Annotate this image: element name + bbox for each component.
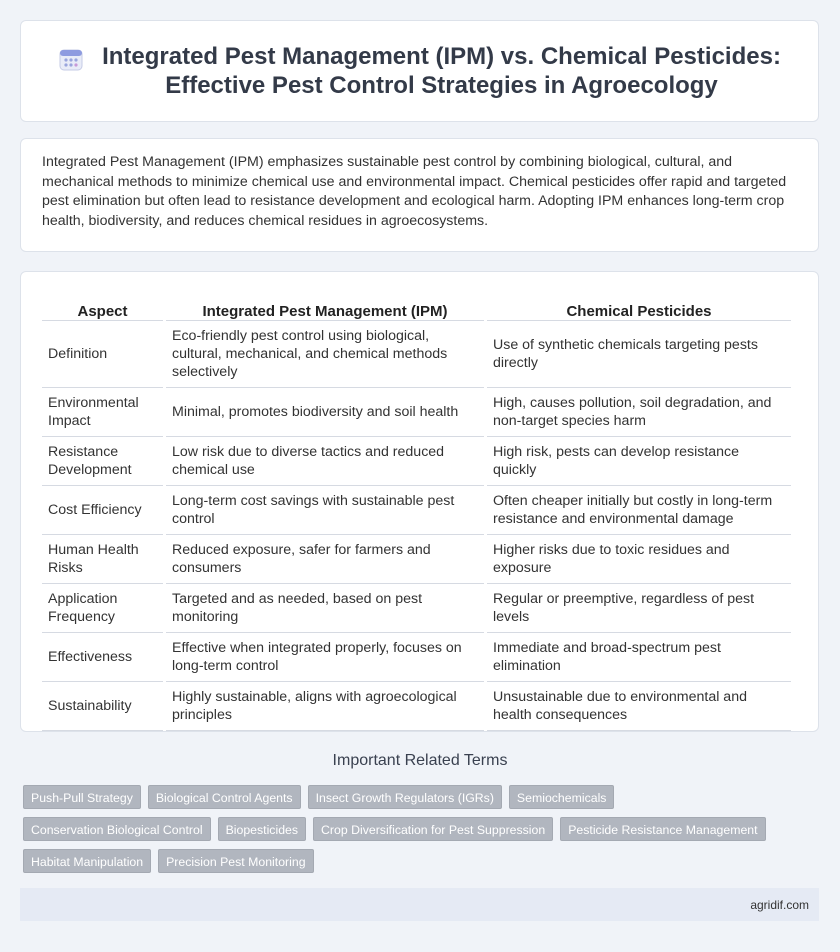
related-term-tag[interactable]: Precision Pest Monitoring bbox=[158, 849, 313, 873]
cell-aspect: Sustainability bbox=[42, 682, 163, 731]
related-terms-list bbox=[23, 785, 813, 881]
table-row bbox=[42, 486, 791, 535]
cell-aspect: Environmental Impact bbox=[42, 388, 163, 437]
cell-chemical: Higher risks due to toxic residues and exposure bbox=[487, 535, 791, 584]
related-term-tag[interactable]: Conservation Biological Control bbox=[23, 817, 211, 841]
related-term-tag[interactable]: Habitat Manipulation bbox=[23, 849, 151, 873]
cell-chemical: Use of synthetic chemicals targeting pests directly bbox=[487, 321, 791, 388]
header-chemical: Chemical Pesticides bbox=[487, 294, 791, 321]
table-row bbox=[42, 388, 791, 437]
cell-aspect: Cost Efficiency bbox=[42, 486, 163, 535]
cell-chemical: Often cheaper initially but costly in long-term resistance and environmental damage bbox=[487, 486, 791, 535]
related-term-tag[interactable]: Biological Control Agents bbox=[148, 785, 301, 809]
header-aspect: Aspect bbox=[42, 294, 163, 321]
cell-aspect: Human Health Risks bbox=[42, 535, 163, 584]
related-term-tag[interactable]: Crop Diversification for Pest Suppression bbox=[313, 817, 553, 841]
related-term-tag[interactable]: Biopesticides bbox=[218, 817, 306, 841]
calendar-icon bbox=[58, 46, 84, 72]
intro-text: Integrated Pest Management (IPM) emphasizes sustainable pest control by combining biological, cultural, and mechanical methods to minimize chemical use and environmental impact. Chemical pesticides offer rapid and targeted pest elimination but often lead to resistance development and ecological harm. Adopting IPM enhances long-term crop health, biodiversity, and reduces chemical residues in agroecosystems. bbox=[42, 154, 787, 229]
cell-aspect: Resistance Development bbox=[42, 437, 163, 486]
related-terms-title: Important Related Terms bbox=[332, 752, 508, 769]
related-term-tag[interactable]: Push-Pull Strategy bbox=[23, 785, 141, 809]
table-row bbox=[42, 633, 791, 682]
table-row bbox=[42, 584, 791, 633]
table-row bbox=[42, 321, 791, 388]
cell-chemical: Immediate and broad-spectrum pest elimination bbox=[487, 633, 791, 682]
cell-ipm: Targeted and as needed, based on pest monitoring bbox=[166, 584, 484, 633]
footer bbox=[20, 888, 819, 921]
cell-ipm: Minimal, promotes biodiversity and soil health bbox=[166, 388, 484, 437]
related-term-tag[interactable]: Insect Growth Regulators (IGRs) bbox=[308, 785, 502, 809]
table-row bbox=[42, 437, 791, 486]
footer-site[interactable]: agridif.com bbox=[750, 898, 809, 912]
intro-card bbox=[20, 138, 819, 252]
cell-aspect: Effectiveness bbox=[42, 633, 163, 682]
cell-ipm: Highly sustainable, aligns with agroecological principles bbox=[166, 682, 484, 731]
cell-chemical: High, causes pollution, soil degradation, and non-target species harm bbox=[487, 388, 791, 437]
header-card bbox=[20, 20, 819, 122]
table-header-row bbox=[42, 294, 791, 321]
cell-chemical: High risk, pests can develop resistance quickly bbox=[487, 437, 791, 486]
related-term-tag[interactable]: Pesticide Resistance Management bbox=[560, 817, 765, 841]
cell-aspect: Definition bbox=[42, 321, 163, 388]
comparison-table bbox=[39, 294, 794, 731]
header-ipm: Integrated Pest Management (IPM) bbox=[166, 294, 484, 321]
title-line-2: Effective Pest Control Strategies in Agroecology bbox=[165, 72, 718, 99]
cell-aspect: Application Frequency bbox=[42, 584, 163, 633]
table-row bbox=[42, 682, 791, 731]
cell-ipm: Low risk due to diverse tactics and reduced chemical use bbox=[166, 437, 484, 486]
cell-chemical: Unsustainable due to environmental and health consequences bbox=[487, 682, 791, 731]
cell-ipm: Effective when integrated properly, focuses on long-term control bbox=[166, 633, 484, 682]
cell-ipm: Reduced exposure, safer for farmers and consumers bbox=[166, 535, 484, 584]
title-line-1: Integrated Pest Management (IPM) vs. Chemical Pesticides: bbox=[102, 43, 781, 70]
cell-ipm: Long-term cost savings with sustainable pest control bbox=[166, 486, 484, 535]
table-row bbox=[42, 535, 791, 584]
related-term-tag[interactable]: Semiochemicals bbox=[509, 785, 615, 809]
page-title bbox=[102, 42, 781, 100]
comparison-card bbox=[20, 271, 819, 732]
cell-ipm: Eco-friendly pest control using biological, cultural, mechanical, and chemical methods selectively bbox=[166, 321, 484, 388]
cell-chemical: Regular or preemptive, regardless of pest levels bbox=[487, 584, 791, 633]
